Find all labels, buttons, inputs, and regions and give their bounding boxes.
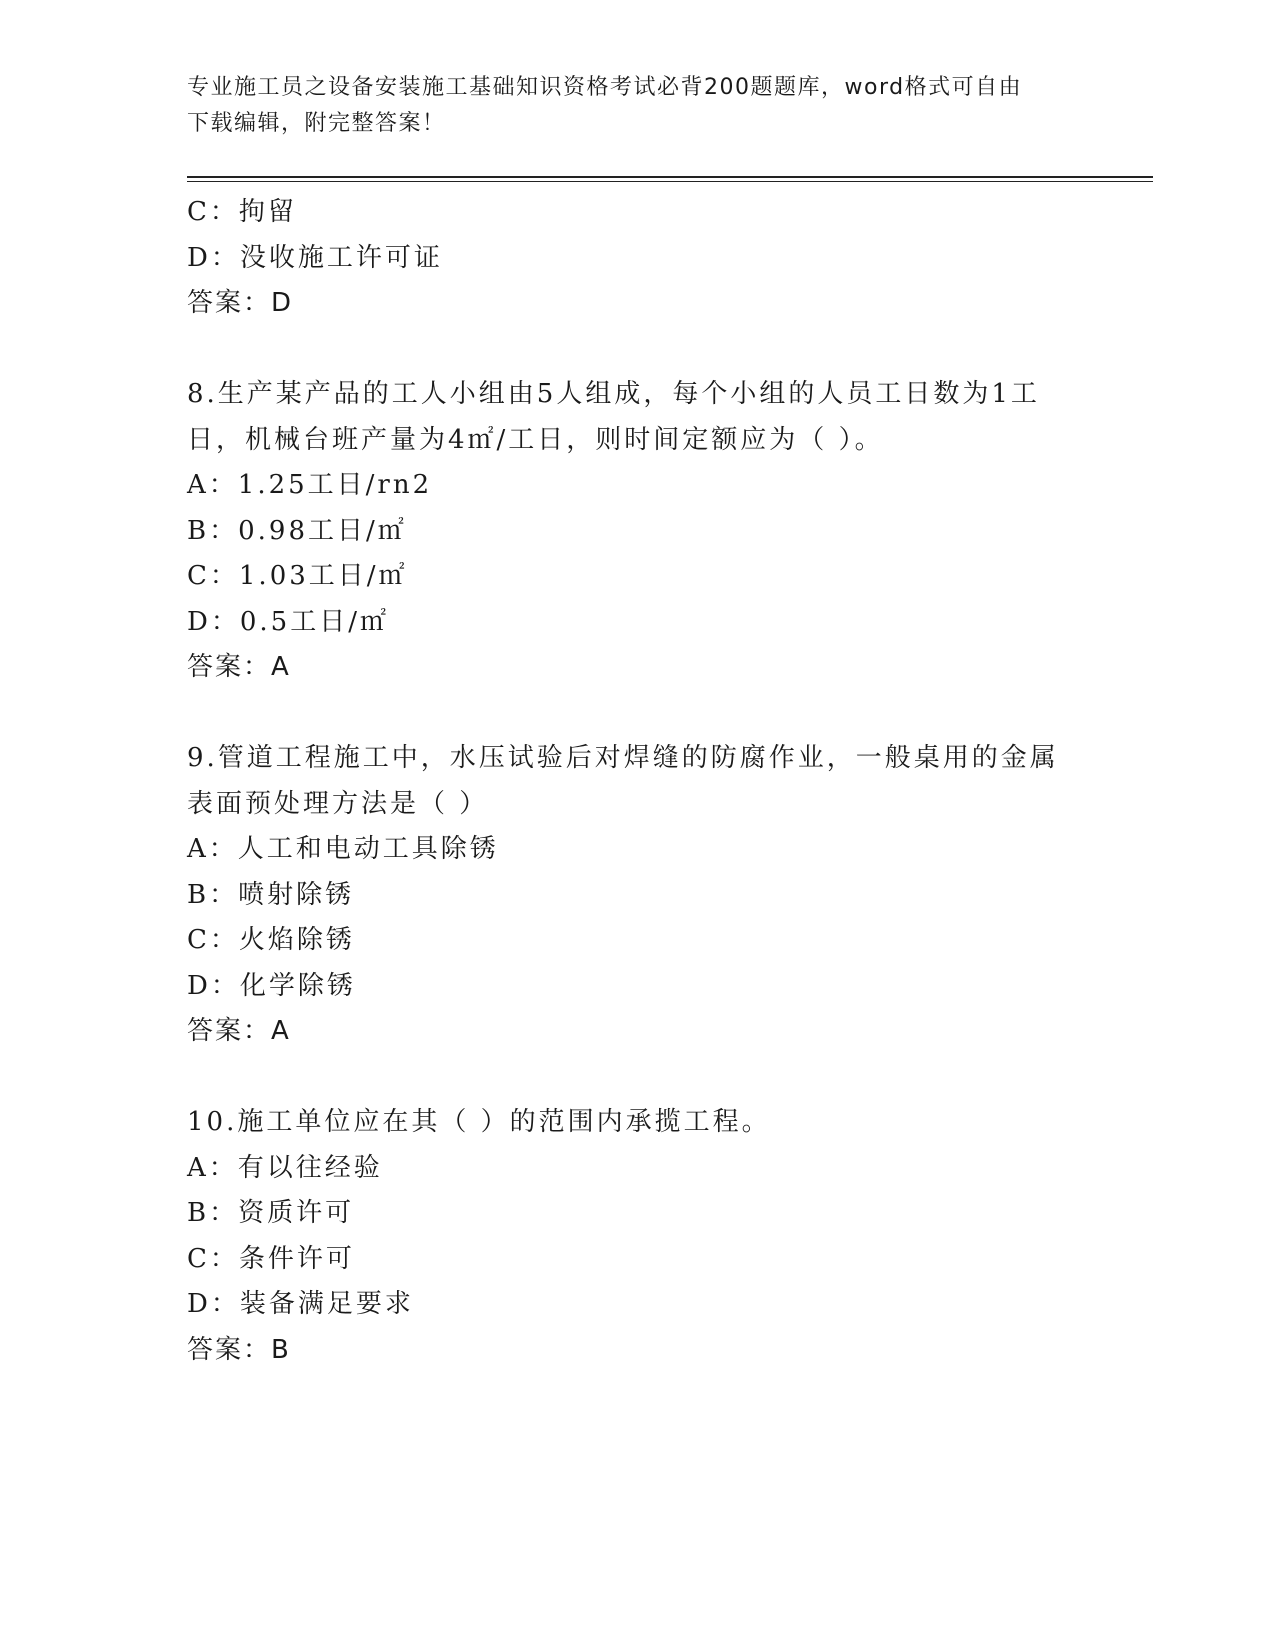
option-c: C：条件许可: [187, 1243, 355, 1274]
question-8: [187, 372, 1087, 691]
question-stem-line: 9.管道工程施工中，水压试验后对焊缝的防腐作业，一般桌用的金属: [187, 743, 1059, 773]
option-d: D：没收施工许可证: [187, 242, 443, 273]
option-b: B：资质许可: [187, 1198, 355, 1228]
option-a: A：1.25工日/rn2: [187, 470, 433, 500]
option-d: D：0.5工日/㎡: [187, 606, 389, 637]
header-line-2: 下载编辑，附完整答案！: [187, 111, 446, 136]
option-c: C：火焰除锈: [187, 925, 355, 955]
question-stem-line: 8.生产某产品的工人小组由5人组成，每个小组的人员工日数为1工: [187, 379, 1040, 409]
question-stem-line: 10.施工单位应在其（ ）的范围内承揽工程。: [187, 1107, 771, 1137]
answer-line: 答案：B: [187, 1334, 291, 1365]
answer-line: 答案：D: [187, 288, 294, 318]
option-b: B：喷射除锈: [187, 879, 355, 910]
option-c: C：1.03工日/㎡: [187, 561, 408, 591]
header-rule-thick: [187, 176, 1153, 178]
option-a: A：有以往经验: [187, 1152, 383, 1183]
spacer: [187, 691, 1087, 737]
question-7-continuation: [187, 190, 1087, 327]
option-c: C：拘留: [187, 197, 297, 227]
answer-line: 答案：A: [187, 652, 291, 682]
question-stem-line: 日，机械台班产量为4㎡/工日，则时间定额应为（ ）。: [187, 424, 884, 455]
option-a: A：人工和电动工具除锈: [187, 834, 499, 864]
question-stem-line: 表面预处理方法是（ ）: [187, 788, 489, 819]
option-d: D：化学除锈: [187, 970, 356, 1001]
header-rule-thin: [187, 181, 1153, 182]
question-list: [187, 190, 1087, 1373]
spacer: [187, 1055, 1087, 1101]
document-header: [187, 70, 1067, 142]
option-b: B：0.98工日/㎡: [187, 515, 407, 546]
question-10: [187, 1100, 1087, 1373]
header-line-1: 专业施工员之设备安装施工基础知识资格考试必背200题题库，word格式可自由: [187, 75, 1023, 100]
option-d: D：装备满足要求: [187, 1289, 414, 1319]
spacer: [187, 327, 1087, 373]
question-9: [187, 736, 1087, 1055]
answer-line: 答案：A: [187, 1016, 291, 1046]
